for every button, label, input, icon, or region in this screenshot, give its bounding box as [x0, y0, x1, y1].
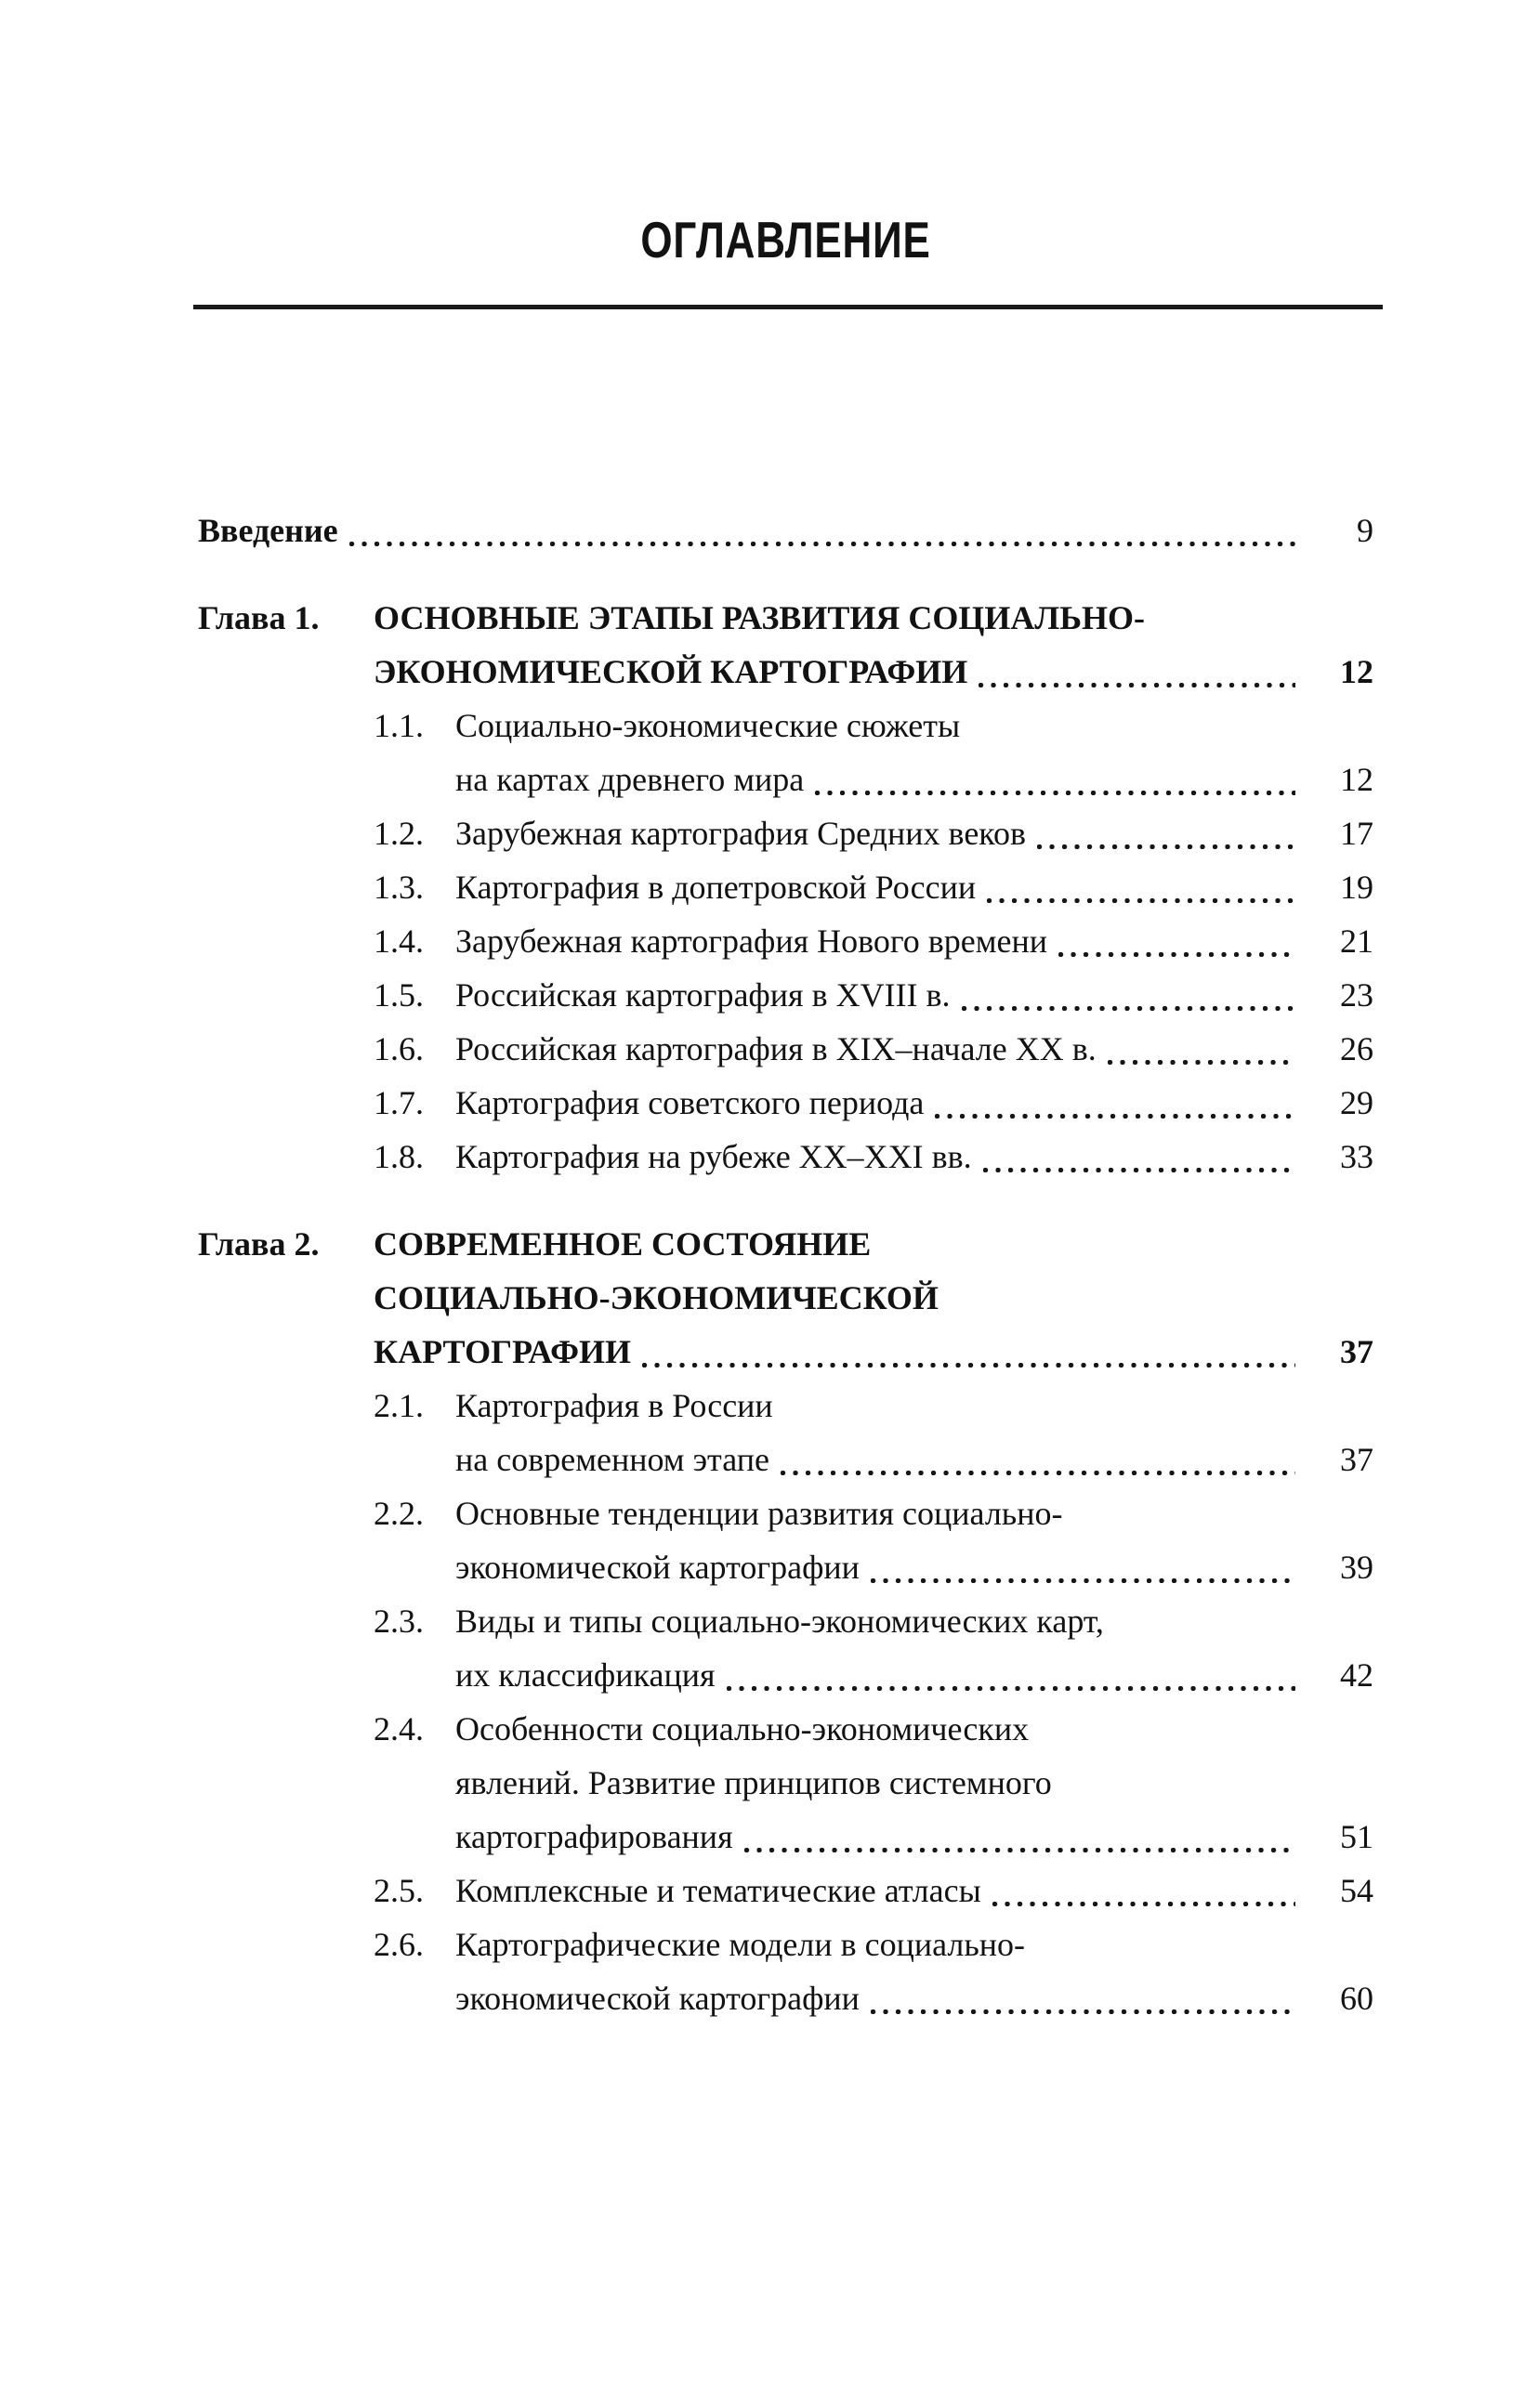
- toc-entry-section-1-5: [198, 968, 1373, 1022]
- entry-title-line: Введение: [198, 512, 338, 549]
- dot-leader: [935, 1076, 1295, 1130]
- dot-leader: [642, 1325, 1295, 1379]
- entry-title-line: Картография в России: [455, 1387, 773, 1424]
- toc-entry-section-1-6: [198, 1022, 1373, 1076]
- page-number: 37: [1340, 1333, 1373, 1370]
- page-number: 17: [1340, 815, 1373, 852]
- section-number: 1.7.: [374, 1084, 424, 1121]
- toc-entry-section-2-5: [198, 1864, 1373, 1917]
- toc-entry-section-1-7: [198, 1076, 1373, 1130]
- entry-title-line: Основные тенденции развития социально-: [455, 1495, 1063, 1532]
- page-number: 12: [1340, 653, 1373, 690]
- toc-entry-section-2-2: [198, 1486, 1373, 1594]
- section-number: 2.3.: [374, 1603, 424, 1640]
- entry-title-line: СОВРЕМЕННОЕ СОСТОЯНИЕ: [374, 1225, 872, 1263]
- toc-entry-section-1-3: [198, 860, 1373, 914]
- dot-leader: [983, 1130, 1295, 1184]
- section-number: 1.8.: [374, 1138, 424, 1175]
- entry-title-line: их классификация: [455, 1656, 716, 1694]
- entry-title-line: Особенности социально-экономических: [455, 1710, 1030, 1747]
- entry-title-line: на картах древнего мира: [455, 761, 805, 798]
- page-number: 54: [1340, 1872, 1373, 1909]
- dot-leader: [979, 645, 1295, 699]
- toc-entry-section-2-3: [198, 1594, 1373, 1702]
- page-number: 39: [1340, 1549, 1373, 1586]
- dot-leader: [781, 1433, 1295, 1486]
- dot-leader: [744, 1810, 1295, 1864]
- entry-title-line: экономической картографии: [455, 1549, 860, 1586]
- entry-title-line: Российская картография в XIX–начале XX в.: [455, 1030, 1097, 1067]
- entry-title-line: явлений. Развитие принципов системного: [455, 1764, 1052, 1801]
- dot-leader: [871, 1971, 1295, 2025]
- toc-entry-section-2-4: [198, 1702, 1373, 1864]
- dot-leader: [992, 1864, 1295, 1917]
- entry-title-line: СОЦИАЛЬНО-ЭКОНОМИЧЕСКОЙ: [374, 1279, 939, 1316]
- entry-title-line: КАРТОГРАФИИ: [374, 1333, 632, 1370]
- entry-title-line: Картография в допетровской России: [455, 869, 977, 906]
- toc-entry-section-2-6: [198, 1917, 1373, 2025]
- section-number: 2.6.: [374, 1926, 424, 1963]
- page-number: 37: [1340, 1441, 1373, 1478]
- section-number: 1.6.: [374, 1030, 424, 1067]
- page-number: 51: [1340, 1818, 1373, 1855]
- page-number: 29: [1340, 1084, 1373, 1121]
- dot-leader: [815, 752, 1295, 806]
- title-separator-rule: [193, 305, 1383, 309]
- dot-leader: [1058, 914, 1295, 968]
- page-number: 26: [1340, 1030, 1373, 1067]
- chapter-label: Глава 1.: [198, 599, 320, 636]
- entry-title-line: Картография на рубеже XX–XXI вв.: [455, 1138, 972, 1175]
- entry-title-line: Российская картография в XVIII в.: [455, 976, 951, 1014]
- section-number: 2.4.: [374, 1710, 424, 1747]
- toc-entry-chapter-1: [198, 591, 1373, 699]
- entry-title-line: на современном этапе: [455, 1441, 769, 1478]
- section-number: 1.2.: [374, 815, 424, 852]
- page-number: 42: [1340, 1656, 1373, 1694]
- section-number: 1.5.: [374, 976, 424, 1014]
- page-number: 23: [1340, 976, 1373, 1014]
- table-of-contents: [198, 504, 1373, 2025]
- toc-entry-introduction: [198, 504, 1373, 557]
- dot-leader: [987, 860, 1295, 914]
- page-number: 21: [1340, 923, 1373, 960]
- toc-entry-section-1-1: [198, 699, 1373, 806]
- dot-leader: [871, 1540, 1295, 1594]
- entry-title-line: Виды и типы социально-экономических карт,: [455, 1603, 1104, 1640]
- entry-title-line: Зарубежная картография Средних веков: [455, 815, 1026, 852]
- entry-title-line: Комплексные и тематические атласы: [455, 1872, 981, 1909]
- dot-leader: [1037, 806, 1295, 860]
- entry-title-line: Картография советского периода: [455, 1084, 925, 1121]
- page-number: 9: [1357, 512, 1373, 549]
- toc-entry-section-1-4: [198, 914, 1373, 968]
- page-number: 33: [1340, 1138, 1373, 1175]
- section-number: 1.3.: [374, 869, 424, 906]
- toc-entry-section-1-8: [198, 1130, 1373, 1184]
- section-number: 2.5.: [374, 1872, 424, 1909]
- section-number: 2.1.: [374, 1387, 424, 1424]
- toc-entry-chapter-2: [198, 1217, 1373, 1379]
- dot-leader: [1108, 1022, 1295, 1076]
- entry-title-line: Зарубежная картография Нового времени: [455, 923, 1048, 960]
- toc-entry-section-1-2: [198, 806, 1373, 860]
- page-number: 12: [1340, 761, 1373, 798]
- toc-entry-section-2-1: [198, 1379, 1373, 1486]
- entry-title-line: ЭКОНОМИЧЕСКОЙ КАРТОГРАФИИ: [374, 653, 968, 690]
- section-number: 1.1.: [374, 707, 424, 744]
- dot-leader: [727, 1648, 1295, 1702]
- entry-title-line: Картографические модели в социально-: [455, 1926, 1026, 1963]
- page-title: ОГЛАВЛЕНИЕ: [640, 211, 931, 268]
- entry-title-line: ОСНОВНЫЕ ЭТАПЫ РАЗВИТИЯ СОЦИАЛЬНО-: [374, 599, 1146, 636]
- section-number: 2.2.: [374, 1495, 424, 1532]
- section-number: 1.4.: [374, 923, 424, 960]
- chapter-label: Глава 2.: [198, 1225, 320, 1263]
- page-number: 60: [1340, 1980, 1373, 2017]
- page-number: 19: [1340, 869, 1373, 906]
- entry-title-line: экономической картографии: [455, 1980, 860, 2017]
- dot-leader: [962, 968, 1295, 1022]
- entry-title-line: Социально-экономические сюжеты: [455, 707, 961, 744]
- entry-title-line: картографирования: [455, 1818, 733, 1855]
- dot-leader: [349, 504, 1295, 557]
